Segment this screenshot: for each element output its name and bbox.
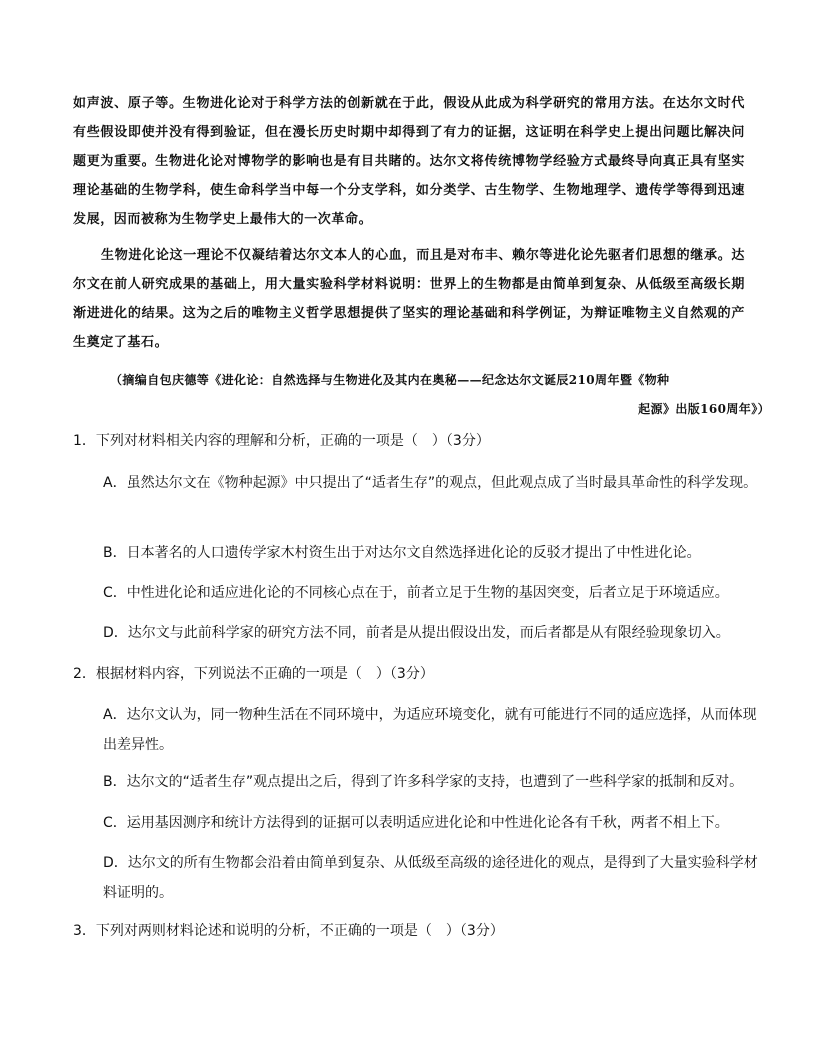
question-1-option-d: D．达尔文与此前科学家的研究方法不同，前者是从提出假设出发，而后者都是从有限经验现象切入。 — [103, 625, 730, 641]
question-2-stem: 2．根据材料内容，下列说法不正确的一项是（ ）（3分） — [73, 666, 434, 682]
source-line-1: （摘编自包庆德等《进化论：自然选择与生物进化及其内在奥秘——纪念达尔文诞辰210周年暨《物种 — [110, 373, 670, 387]
question-1-option-c: C．中性进化论和适应进化论的不同核心点在于，前者立足于生物的基因突变，后者立足于环境适应。 — [103, 585, 729, 601]
question-3-stem: 3．下列对两则材料论述和说明的分析，不正确的一项是（ ）（3分） — [73, 923, 504, 939]
source-line-2: 起源》出版160周年》） — [638, 402, 770, 416]
question-2-option-c: C．运用基因测序和统计方法得到的证据可以表明适应进化论和中性进化论各有千秋，两者不相上下。 — [103, 815, 729, 831]
question-1-stem: 1．下列对材料相关内容的理解和分析，正确的一项是（ ）（3分） — [73, 433, 490, 449]
passage-paragraph-1: 如声波、原子等。生物进化论对于科学方法的创新就在于此，假设从此成为科学研究的常用方法。在达尔文时代有些假设即使并没有得到验证，但在漫长历史时期中却得到了有力的证据，这证明在科学史上提出问题比解决问题更为重要。生物进化论对博物学的影响也是有目共睹的。达尔文将传统博物学经验方式最终导向真正具有坚实理论基础的生物学科，使生命科学当中每一个分支学科，如分类学、古生物学、生物地理学、遗传学等得到迅速发展，因而被称为生物学史上最伟大的一次革命。 — [73, 96, 745, 227]
question-2-option-d: D．达尔文的所有生物都会沿着由简单到复杂、从低级至高级的途径进化的观点，是得到了大量实验科学材料证明的。 — [103, 855, 758, 901]
passage-paragraph-2: 生物进化论这一理论不仅凝结着达尔文本人的心血，而且是对布丰、赖尔等进化论先驱者们思想的继承。达尔文在前人研究成果的基础上，用大量实验科学材料说明：世界上的生物都是由简单到复杂、从低级至高级长期渐进进化的结果。这为之后的唯物主义哲学思想提供了坚实的理论基础和科学例证，为辩证唯物主义自然观的产生奠定了基石。 — [73, 248, 745, 350]
question-1-option-b: B．日本著名的人口遗传学家木村资生出于对达尔文自然选择进化论的反驳才提出了中性进化论。 — [103, 545, 701, 561]
passage-source-citation — [110, 366, 770, 424]
question-2-option-b: B．达尔文的“适者生存”观点提出之后，得到了许多科学家的支持，也遭到了一些科学家的抵制和反对。 — [103, 774, 744, 790]
question-1-option-a: A．虽然达尔文在《物种起源》中只提出了“适者生存”的观点，但此观点成了当时最具革命性的科学发现。 — [103, 475, 758, 491]
question-2-option-a: A．达尔文认为，同一物种生活在不同环境中，为适应环境变化，就有可能进行不同的适应选择，从而体现出差异性。 — [103, 707, 757, 753]
